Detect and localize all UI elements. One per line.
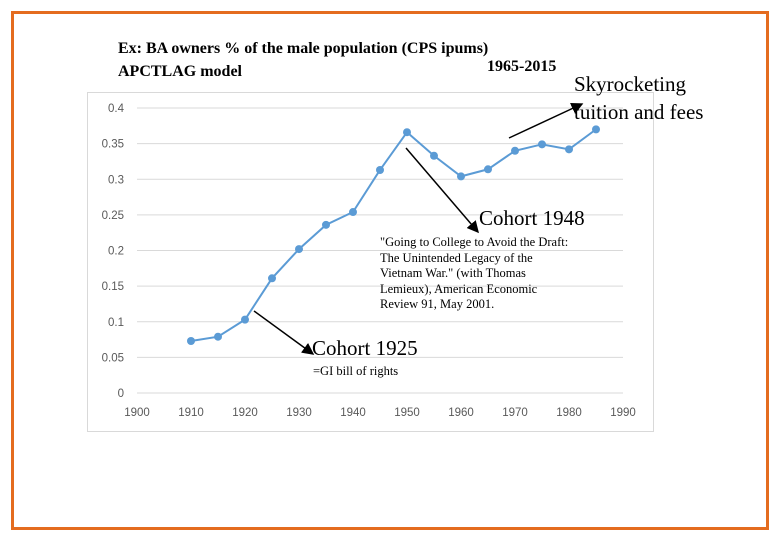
cohort-1925-label: Cohort 1925 [312, 336, 418, 360]
x-tick-label: 1950 [394, 407, 420, 419]
data-point [511, 147, 519, 155]
chart-title-line1: Ex: BA owners % of the male population (CPS ipums) [118, 40, 489, 57]
data-point [403, 128, 411, 136]
data-point [322, 221, 330, 229]
tuition-label: tuition and fees [574, 100, 704, 124]
data-point [214, 333, 222, 341]
data-point [484, 165, 492, 173]
data-point [268, 274, 276, 282]
y-tick-label: 0.4 [108, 103, 124, 115]
data-point [241, 316, 249, 324]
chart-title-period: 1965-2015 [487, 58, 557, 75]
data-point [430, 152, 438, 160]
data-point [457, 172, 465, 180]
x-tick-label: 1940 [340, 407, 366, 419]
x-tick-label: 1970 [502, 407, 528, 419]
data-point [295, 245, 303, 253]
data-point [538, 140, 546, 148]
y-tick-label: 0 [117, 388, 124, 400]
data-point [349, 208, 357, 216]
cohort-1948-arrow [406, 148, 478, 232]
x-tick-label: 1990 [610, 407, 636, 419]
data-point [376, 166, 384, 174]
x-tick-label: 1930 [286, 407, 312, 419]
y-tick-label: 0.3 [108, 174, 124, 187]
data-point [565, 145, 573, 153]
y-tick-label: 0.2 [108, 245, 124, 258]
citation-text: "Going to College to Avoid the Draft: The Unintended Legacy of the Vietnam War." (with Thomas Lemieux), American Economic Review 91, May 2001. [380, 235, 569, 311]
y-tick-label: 0.1 [108, 316, 124, 329]
x-tick-label: 1980 [556, 407, 582, 419]
x-tick-label: 1900 [124, 407, 150, 419]
y-tick-label: 0.25 [101, 209, 124, 222]
y-tick-label: 0.35 [101, 138, 124, 151]
cohort-1948-label: Cohort 1948 [479, 206, 585, 230]
data-point [592, 125, 600, 133]
x-tick-label: 1920 [232, 407, 258, 419]
data-point [187, 337, 195, 345]
x-tick-label: 1960 [448, 407, 474, 419]
y-tick-label: 0.15 [101, 281, 124, 294]
x-tick-label: 1910 [178, 407, 204, 419]
chart-title-model: APCTLAG model [118, 63, 242, 80]
cohort-1925-arrow [254, 311, 313, 354]
skyrocketing-arrow [509, 104, 582, 138]
gi-bill-label: =GI bill of rights [313, 364, 399, 378]
y-tick-label: 0.05 [101, 352, 124, 365]
skyrocketing-label: Skyrocketing [574, 72, 686, 96]
